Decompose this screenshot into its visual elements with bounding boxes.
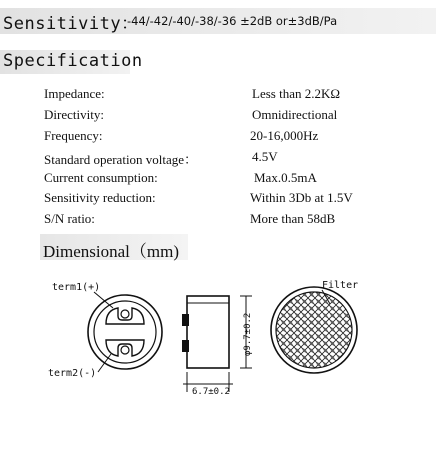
diameter-label: φ9.7±0.2 (243, 312, 253, 356)
filter-view (270, 280, 360, 376)
spec-label: S/N ratio: (44, 211, 95, 226)
terminal-view (48, 282, 162, 379)
spec-row-impedance (44, 86, 424, 104)
spec-value: Less than 2.2KΩ (252, 86, 341, 101)
specification-heading (0, 50, 143, 74)
spec-row-current (44, 170, 424, 188)
spec-value: Max.0.5mA (254, 170, 317, 185)
spec-value: 4.5V (252, 149, 278, 164)
spec-label: Impedance: (44, 86, 105, 101)
spec-label: Frequency: (44, 128, 103, 143)
spec-value: More than 58dB (250, 211, 336, 226)
sensitivity-row (0, 8, 436, 34)
specification-title: Specification (3, 51, 143, 71)
spec-label: Standard operation voltage： (44, 152, 198, 167)
term1-label: term1(+) (52, 282, 101, 293)
spec-label: Directivity: (44, 107, 104, 122)
sensitivity-value: -44/-42/-40/-38/-36 ±2dB or±3dB/Pa (127, 14, 338, 28)
dimensional-title: Dimensional（mm) (43, 242, 179, 261)
spec-row-sn-ratio (44, 211, 424, 229)
side-view (182, 296, 253, 397)
spec-row-frequency (44, 128, 424, 146)
spec-label: Sensitivity reduction: (44, 190, 156, 205)
sensitivity-label: Sensitivity： (3, 14, 139, 34)
spec-row-sensitivity-reduction (44, 190, 424, 208)
spec-value: Within 3Db at 1.5V (250, 190, 353, 205)
term2-label: term2(-) (48, 368, 97, 379)
dimensional-heading (40, 234, 188, 260)
spec-label: Current consumption: (44, 170, 158, 185)
spec-value: Omnidirectional (252, 107, 338, 122)
spec-value: 20-16,000Hz (250, 128, 319, 143)
spec-row-voltage (44, 149, 424, 167)
height-label: 6.7±0.2 (192, 387, 230, 397)
spec-row-directivity (44, 107, 424, 125)
filter-label: Filter (322, 280, 359, 291)
dimensional-drawing (0, 270, 436, 450)
